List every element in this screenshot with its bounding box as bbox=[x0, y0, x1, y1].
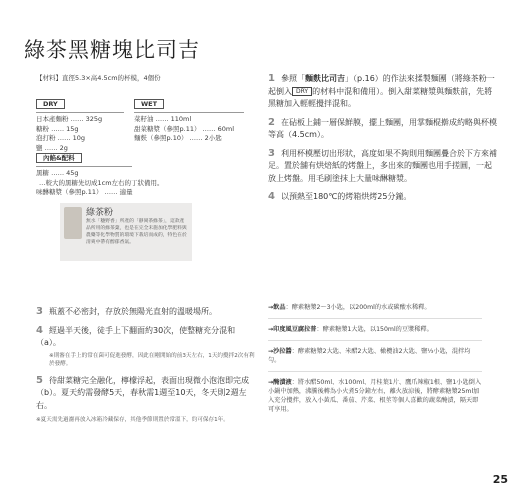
use-label: →飲品 bbox=[268, 304, 286, 311]
page-title: 綠茶黑糖塊比司吉 bbox=[24, 38, 200, 62]
divider bbox=[36, 112, 124, 113]
step-number: 3 bbox=[268, 147, 275, 159]
step-number: 4 bbox=[268, 191, 275, 202]
divider bbox=[134, 112, 244, 113]
step-number: 3 bbox=[36, 306, 43, 317]
divider bbox=[268, 371, 482, 372]
step-number: 4 bbox=[36, 324, 43, 336]
step-text: 的材料中混和備用）。倒入甜菜糖漿與麵麩前，先將黑糖加入輕輕攪拌混和。 bbox=[268, 86, 493, 108]
step-text: 利用杯模壓切出形狀，高度如果不夠則用麵團疊合於下方來補足。置於舖有烘焙紙的烤盤上，多出來的麵團也用手搓圓，一起放上烤盤。用毛刷塗抹上大量味醂糖漿。 bbox=[268, 148, 497, 183]
use-text: ：將水醋50ml、水100ml、月桂葉1片、鷹爪辣椒1根、鹽1小匙倒入小鍋中加熱，沸騰後轉為小火煮5分鐘左右，離火放涼後，將酵素糖漿25ml加入充分攪拌，放入小黃瓜、番茄、芹菜、根莖等個人喜歡的蔬菜醃漬，隔天即可享用。 bbox=[268, 379, 482, 413]
divider bbox=[268, 340, 482, 341]
step-item bbox=[268, 148, 498, 186]
step-number: 5 bbox=[36, 374, 43, 386]
dry-item: 糖粉 …… 15g bbox=[36, 124, 79, 133]
use-label: →醃漬液 bbox=[268, 379, 292, 386]
page-number: 25 bbox=[492, 473, 508, 486]
step-item bbox=[268, 73, 498, 111]
use-text: ：酵素糖漿2大匙、米醋2大匙、橄欖油2大匙、鹽⅓小匙，混拌均勻。 bbox=[268, 348, 471, 364]
use-text: ：酵素糖漿2～3小匙，以200ml的水或碳酸水稀釋。 bbox=[285, 304, 431, 311]
wet-label: WET bbox=[134, 99, 164, 109]
step-item bbox=[36, 375, 256, 413]
step-item bbox=[36, 325, 256, 350]
step-text: 瓶蓋不必密封，存放於無陽光直射的溫暖場所。 bbox=[49, 307, 217, 316]
step-item bbox=[268, 117, 498, 142]
dry-inline-label: DRY bbox=[292, 87, 312, 96]
wet-item: 甜菜糖漿（參照p.11） …… 60ml bbox=[134, 124, 235, 133]
dry-label: DRY bbox=[36, 99, 65, 109]
filling-item: …較大的黑糖先切成1cm左右的丁狀備用。 bbox=[39, 178, 164, 187]
use-text: ：酵素糖漿1大匙，以150ml的豆漿稀釋。 bbox=[316, 326, 433, 333]
card-text: 無水「穗野香」所產的「靜岡茶綠茶」，這款產品所用的綠茶葉，也是在完全未施加化學肥料與農藥等化學物質的環境下栽培而成的，特色在於清爽中帶有醇郁香氣。 bbox=[86, 219, 187, 245]
wet-item: 菜籽油 …… 110ml bbox=[134, 115, 192, 123]
step-number: 1 bbox=[268, 73, 275, 84]
green-tea-package-image bbox=[64, 207, 82, 239]
materials-header: 【材料】直徑5.3×高4.5cm的杯模，4個份 bbox=[36, 74, 161, 82]
use-item bbox=[268, 347, 482, 365]
divider bbox=[268, 318, 482, 319]
divider bbox=[36, 166, 132, 167]
uses-list bbox=[268, 303, 482, 414]
use-item bbox=[268, 303, 482, 312]
steps-top bbox=[268, 73, 498, 204]
step-text: 參照「 bbox=[281, 74, 305, 83]
step-text: 待甜菜糖完全融化，檸檬浮起，表面出現微小泡泡即完成（b）。夏天約需發酵5天，春秋需1週至10天，冬天則2週左右。 bbox=[36, 375, 249, 410]
filling-item: 黑糖 …… 45g bbox=[36, 169, 79, 177]
step-text: 在砧板上鋪一層保鮮膜，擺上麵團，用掌麵棍擀成約略與杯模等高（4.5cm）。 bbox=[268, 117, 497, 139]
filling-item: 味醂糖漿（參照p.11） …… 適量 bbox=[36, 188, 133, 196]
step-note: ※則審在手上的常在菌可促進發酵，因此在剛開始的前3天左右，1天約攪拌2次有利於發酵。 bbox=[49, 352, 255, 367]
wet-section bbox=[134, 91, 244, 144]
dry-section bbox=[36, 91, 124, 153]
step-item bbox=[268, 191, 498, 204]
use-label: →印度風豆腐拉普 bbox=[268, 326, 317, 333]
step-text: 經過半天後，徒手上下翻面約30次，使整糖充分混和（a）。 bbox=[36, 325, 236, 347]
dry-item: 泡打粉 …… 10g bbox=[36, 134, 86, 142]
dry-item: 日本產麵粉 …… 325g bbox=[36, 115, 103, 123]
wet-item: 麵麩（參照p.10） …… 2小匙 bbox=[134, 134, 222, 142]
recipe-reference: 麵麩比司吉 bbox=[305, 74, 345, 83]
step-text: 以預熱至180℃的烤箱烘烤25分鐘。 bbox=[281, 192, 412, 201]
card-title: 綠茶粉 bbox=[86, 208, 114, 218]
use-item bbox=[268, 325, 482, 334]
step-number: 2 bbox=[268, 116, 275, 128]
storage-note: ※夏天需先過濾再放入冰箱冷藏保存，其他季節則置於常溫下，約可保存1年。 bbox=[36, 417, 229, 423]
use-label: →沙拉醬 bbox=[268, 348, 292, 355]
dry-item: 鹽 …… 2g bbox=[36, 143, 68, 152]
steps-bottom bbox=[36, 306, 256, 425]
filling-section bbox=[36, 145, 186, 198]
step-item bbox=[36, 306, 256, 319]
use-item bbox=[268, 378, 482, 414]
filling-label: 內餡&配料 bbox=[36, 153, 82, 163]
step-text: 」（p.16）的作法來揉製麵團（將綠茶粉一起倒入 bbox=[268, 74, 495, 96]
